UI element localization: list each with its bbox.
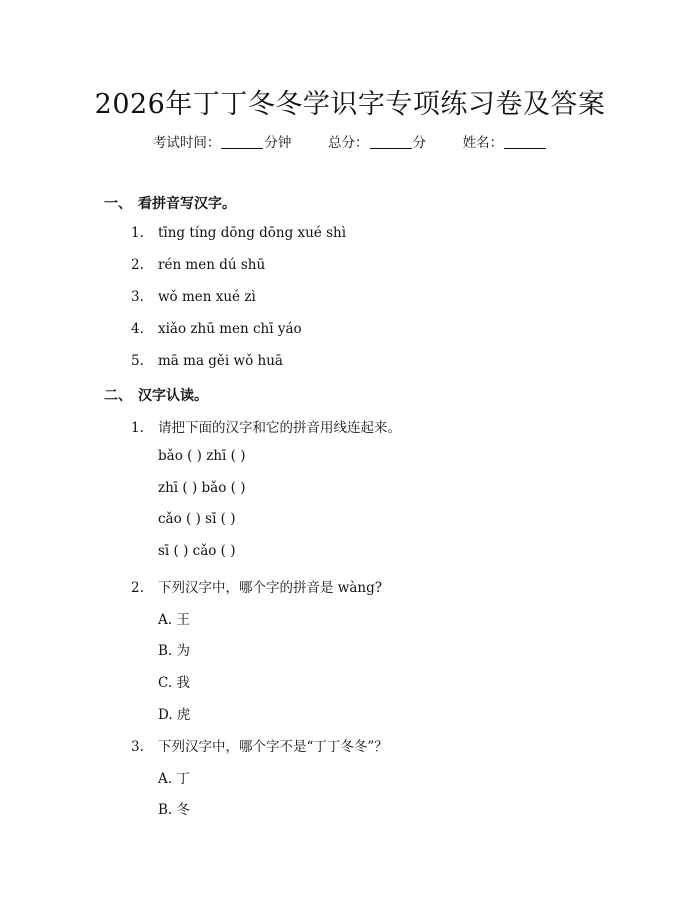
section-title: 汉字认读。 — [138, 388, 208, 404]
question-text: 下列汉字中，哪个字不是“丁丁冬冬”？ — [158, 739, 388, 755]
matching-line: bǎo ( ) zhī ( ) — [158, 448, 246, 464]
list-item — [131, 321, 302, 337]
list-item — [131, 257, 265, 273]
option-c: C. 我 — [158, 675, 190, 691]
list-item — [131, 289, 256, 305]
score-blank — [370, 148, 412, 149]
section-1-heading — [104, 193, 236, 213]
item-text: wǒ men xué zì — [158, 289, 256, 305]
question-text: 下列汉字中，哪个字的拼音是 wàng? — [158, 580, 382, 596]
score-unit: 分 — [412, 135, 426, 151]
question-number: 2. — [131, 580, 144, 596]
option-a: A. 王 — [158, 612, 190, 628]
item-number: 3. — [131, 289, 144, 305]
option-d: D. 虎 — [158, 707, 191, 723]
question-text: 请把下面的汉字和它的拼音用线连起来。 — [158, 420, 401, 436]
matching-line: cǎo ( ) sī ( ) — [158, 511, 236, 527]
item-number: 5. — [131, 353, 144, 369]
question-number: 1. — [131, 420, 144, 436]
option-b: B. 为 — [158, 643, 191, 659]
matching-line: zhī ( ) bǎo ( ) — [158, 480, 246, 496]
section-2-heading — [104, 385, 208, 405]
time-unit: 分钟 — [264, 135, 292, 151]
time-label: 考试时间： — [152, 135, 221, 151]
page-title: 2026年丁丁冬冬学识字专项练习卷及答案 — [94, 89, 606, 120]
item-text: tīng tíng dōng dōng xué shì — [158, 225, 347, 241]
list-item — [131, 225, 346, 241]
item-number: 4. — [131, 321, 144, 337]
question-3 — [131, 735, 388, 755]
question-number: 3. — [131, 739, 144, 755]
score-label: 总分： — [328, 135, 369, 151]
name-label: 姓名： — [462, 135, 504, 151]
item-text: rén men dú shū — [158, 257, 266, 273]
option-a: A. 丁 — [158, 771, 190, 787]
list-item — [131, 353, 283, 369]
section-title: 看拼音写汉字。 — [138, 196, 236, 212]
question-1 — [131, 416, 401, 436]
section-number: 一、 — [104, 196, 132, 212]
item-text: xiǎo zhū men chī yáo — [158, 321, 302, 337]
question-2 — [131, 576, 382, 596]
option-b: B. 冬 — [158, 802, 191, 818]
exam-meta — [0, 131, 700, 151]
item-text: mā ma gěi wǒ huā — [158, 353, 283, 369]
time-blank — [221, 148, 263, 149]
item-number: 1. — [131, 225, 144, 241]
name-blank — [504, 148, 546, 149]
item-number: 2. — [131, 257, 144, 273]
section-number: 二、 — [104, 388, 132, 404]
matching-line: sī ( ) cǎo ( ) — [158, 543, 236, 559]
